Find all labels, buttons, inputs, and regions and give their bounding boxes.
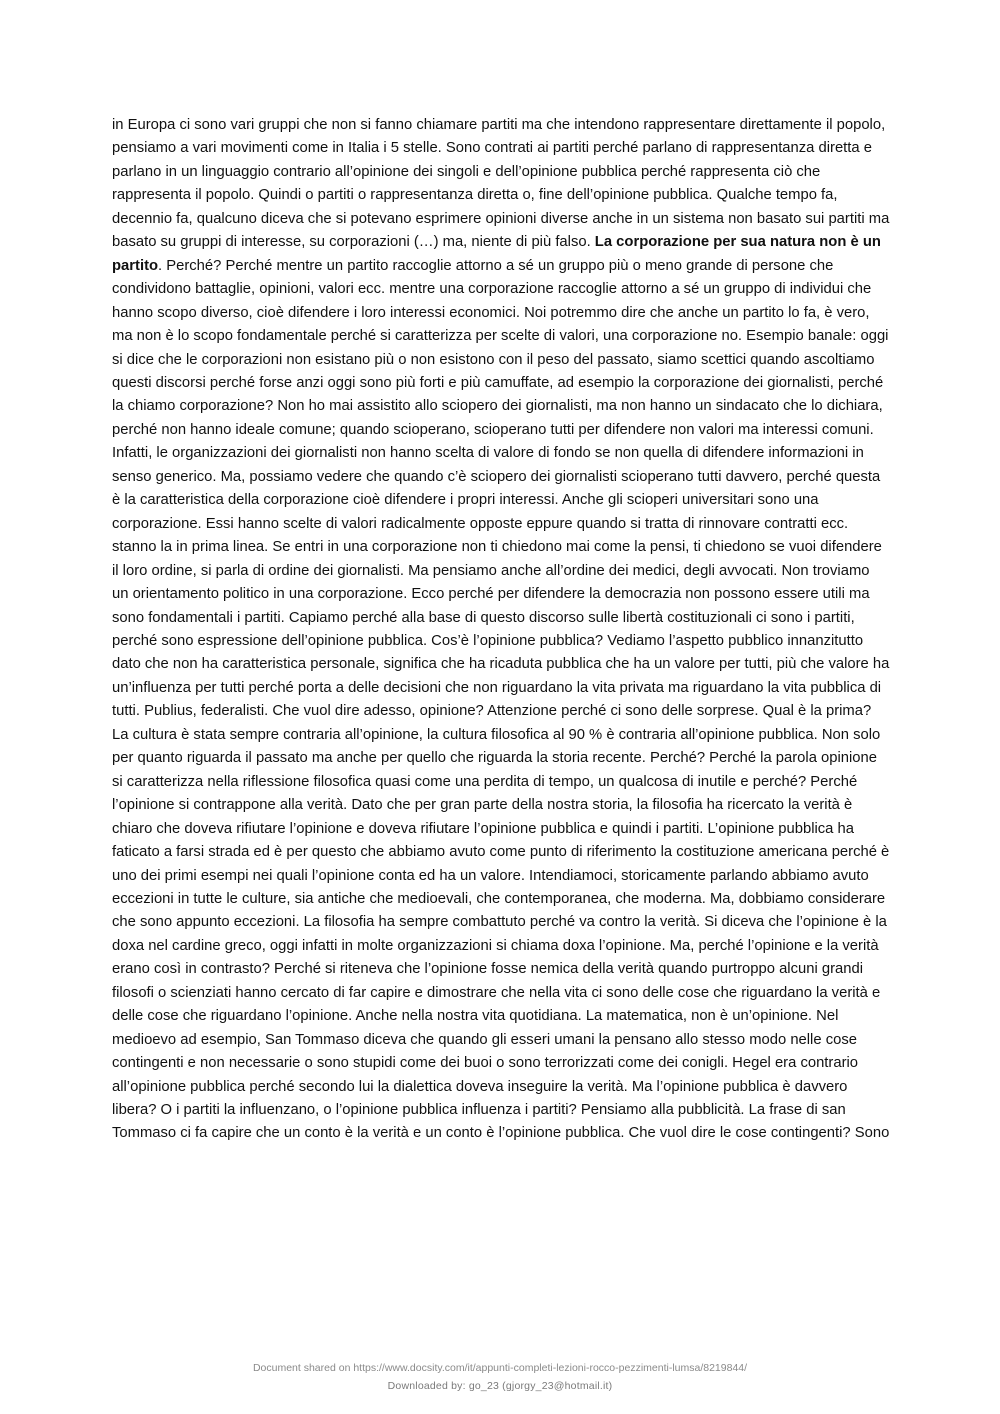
footer-downloaded-by: Downloaded by: go_23 (gjorgy_23@hotmail.it) xyxy=(387,1380,613,1392)
bold-statement: La corporazione per sua natura non è un partito xyxy=(112,234,881,274)
body-paragraph xyxy=(112,114,890,1146)
paragraph-text-start: in Europa ci sono vari gruppi che non si fanno chiamare partiti ma che intendono rappresentare direttamente il popolo, pensiamo a vari movimenti come in Italia i 5 stelle. Sono contrati ai partiti perché parlano di rappresentanza diretta e parlano in un linguaggio contrario all’opinione dei singoli e dell’opinione pubblica perché rappresenta ciò che rappresenta il popolo. Quindi o partiti o rappresentanza diretta o, fine dell’opinione pubblica. Qualche tempo fa, decennio fa, qualcuno diceva che si potevano esprimere opinioni diverse anche in un sistema non basato sui partiti ma basato su gruppi di interesse, su corporazioni (…) ma, niente di più falso. xyxy=(112,117,890,251)
footer-shared-link[interactable]: Document shared on https://www.docsity.com/it/appunti-completi-lezioni-rocco-pezzimenti-lumsa/8219844/ xyxy=(252,1362,748,1374)
paragraph-text-end: . Perché? Perché mentre un partito raccoglie attorno a sé un gruppo più o meno grande di persone che condividono battaglie, opinioni, valori ecc. mentre una corporazione raccoglie attorno a sé un gruppo di individui che hanno scopo diverso, cioè difendere i loro interessi economici. Noi potremmo dire che anche un partito lo fa, è vero, ma non è lo scopo fondamentale perché si caratterizza per scelte di valori, una corporazione no. Esempio banale: oggi si dice che le corporazioni non esistano più o non esistono con il peso del passato, siamo scettici quando ascoltiamo questi discorsi perché forse anzi oggi sono più forti e più camuffate, ad esempio la corporazione dei giornalisti, perché la chiamo corporazione? Non ho mai assistito allo sciopero dei giornalisti, ma non hanno un sindacato che lo dichiara, perché non hanno ideale comune; quando scioperano, scioperano tutti per difendere non valori ma interessi comuni. Infatti, le organizzazioni dei giornalisti non hanno scelta di valore di fondo se non quella di difendere informazioni in senso generico. Ma, possiamo vedere che quando c’è sciopero dei giornalisti scioperano tutti davvero, perché questa è la caratteristica della corporazione cioè difendere i propri interessi. Anche gli scioperi universitari sono una corporazione. Essi hanno scelte di valori radicalmente opposte eppure quando si tratta di rinnovare contratti ecc. stanno la in prima linea. Se entri in una corporazione non ti chiedono mai come la pensi, ti chiedono se vuoi difendere il loro ordine, si parla di ordine dei giornalisti. Ma pensiamo anche all’ordine dei medici, degli avvocati. Non troviamo un orientamento politico in una corporazione. Ecco perché per difendere la democrazia non possono essere utili ma sono fondamentali i partiti. Capiamo perché alla base di questo discorso sulle libertà costituzionali ci sono i partiti, perché sono espressione dell’opinione pubblica. Cos’è l’opinione pubblica? Vediamo l’aspetto pubblico innanzitutto dato che non ha caratteristica personale, significa che ha ricaduta pubblica che ha un valore per tutti, più che valore ha un’influenza per tutti perché porta a delle decisioni che non riguardano la vita privata ma riguardano la vita pubblica di tutti. Publius, federalisti. Che vuol dire adesso, opinione? Attenzione perché ci sono delle sorprese. Qual è la prima? La cultura è stata sempre contraria all’opinione, la cultura filosofica al 90 % è contraria all’opinione pubblica. Non solo per quanto riguarda il passato ma anche per quello che riguarda la storia recente. Perché? Perché la parola opinione si caratterizza nella riflessione filosofica quasi come una perdita di tempo, un qualcosa di inutile e perché? Perché l’opinione si contrappone alla verità. Dato che per gran parte della nostra storia, la filosofia ha ricercato la verità è chiaro che doveva rifiutare l’opinione e doveva rifiutare l’opinione pubblica e quindi i partiti. L’opinione pubblica ha faticato a farsi strada ed è per questo che abbiamo avuto come punto di riferimento la costituzione americana perché è uno dei primi esempi nei quali l’opinione conta ed ha un valore. Intendiamoci, storicamente parlando abbiamo avuto eccezioni in tutte le culture, sia antiche che medioevali, che contemporanea, che moderna. Ma, dobbiamo considerare che sono appunto eccezioni. La filosofia ha sempre combattuto perché va contro la verità. Si diceva che l’opinione è la doxa nel cardine greco, oggi infatti in molte organizzazioni si chiama doxa l’opinione. Ma, perché l’opinione e la verità erano così in contrasto? Perché si riteneva che l’opinione fosse nemica della verità quando purtroppo alcuni grandi filosofi o scienziati hanno cercato di far capire e dimostrare che nella vita ci sono delle cose che riguardano la verità e delle cose che riguardano l’opinione. Anche nella nostra vita quotidiana. La matematica, non è un’opinione. Nel medioevo ad esempio, San Tommaso diceva che quando gli esseri umani la pensano allo stesso modo nelle cose contingenti e non necessarie o sono stupidi come dei buoi o sono terrorizzati come dei conigli. Hegel era contrario all’opinione pubblica perché secondo lui la dialettica doveva inseguire la verità. Ma l’opinione pubblica è davvero libera? O i partiti la influenzano, o l’opinione pubblica influenza i partiti? Pensiamo alla pubblicità. La frase di san Tommaso ci fa capire che un conto è la verità e un conto è l’opinione pubblica. Che vuol dire le cose contingenti? Sono xyxy=(112,257,890,1142)
